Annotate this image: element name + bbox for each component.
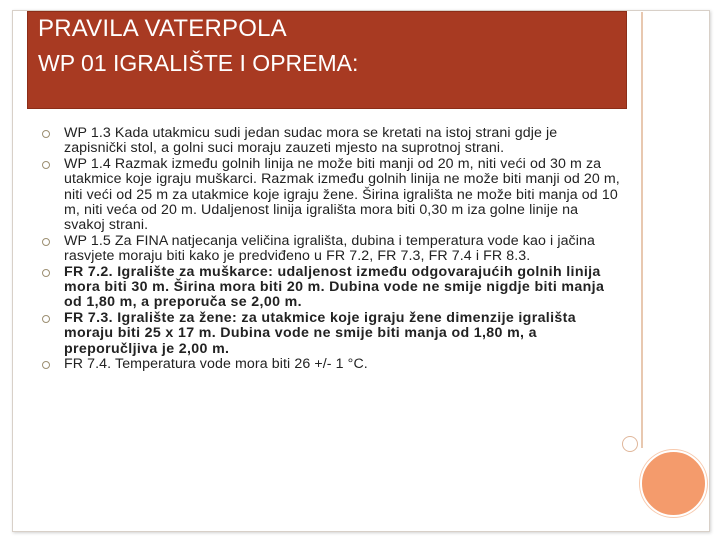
rule-text: FR 7.3. Igralište za žene: za utakmice koje igraju žene dimenzije igrališta moraju biti 25 x 17 m. Dubina vode ne smije biti manja od 1,80 m, a preporučljiva je 2,00 m. xyxy=(64,309,576,357)
decorative-rail xyxy=(641,12,643,448)
bullet-circle-icon xyxy=(42,238,50,246)
rule-text: FR 7.4. Temperatura vode mora biti 26 +/- 1 °C. xyxy=(64,356,368,373)
rule-item-fr-7-2 xyxy=(42,265,622,311)
rule-text: WP 1.3 Kada utakmicu sudi jedan sudac mora se kretati na istoj strani gdje je zapisnički stol, a golni suci moraju zauzeti mjesto na suprotnoj strani. xyxy=(64,125,558,157)
rule-item-wp-1-3 xyxy=(42,126,622,157)
bullet-circle-icon xyxy=(42,361,50,369)
rule-item-wp-1-5 xyxy=(42,234,622,265)
bullet-circle-icon xyxy=(42,161,50,169)
rule-item-fr-7-4 xyxy=(42,357,622,372)
rule-text: FR 7.2. Igralište za muškarce: udaljenost između odgovarajućih golnih linija mora biti 30 m. Širina mora biti 20 m. Dubina vode ne smije nigdje biti manja od 1,80 m, a preporuča se 2,00 m. xyxy=(64,263,605,311)
rule-item-wp-1-4 xyxy=(42,157,622,234)
title-banner xyxy=(27,11,627,109)
rule-text: WP 1.5 Za FINA natjecanja veličina igrališta, dubina i temperatura vode kao i jačina rasvjete moraju biti kako je predviđeno u FR 7.2, FR 7.3, FR 7.4 i FR 8.3. xyxy=(64,232,595,265)
small-circle-decoration xyxy=(622,436,638,452)
rule-item-fr-7-3 xyxy=(42,311,622,357)
rule-text: WP 1.4 Razmak između golnih linija ne može biti manji od 20 m, niti veći od 30 m za utakmice koje igraju muškarci. Razmak između golnih linija ne može biti manji od 20 m, niti veći od 25 m za utakmice koje igraju žene. Širina igrališta ne može biti manja od 10 m, niti veća od 20 m. Udaljenost linija igrališta mora biti 0,30 m iza golne linije na svakoj strani. xyxy=(64,155,620,234)
orange-circle-decoration xyxy=(640,450,707,517)
slide-title: PRAVILA VATERPOLA xyxy=(38,15,287,42)
bullet-circle-icon xyxy=(42,269,50,277)
bullet-circle-icon xyxy=(42,315,50,323)
rules-list xyxy=(42,126,622,373)
bullet-circle-icon xyxy=(42,130,50,138)
slide-subtitle: WP 01 IGRALIŠTE I OPREMA: xyxy=(38,50,359,76)
